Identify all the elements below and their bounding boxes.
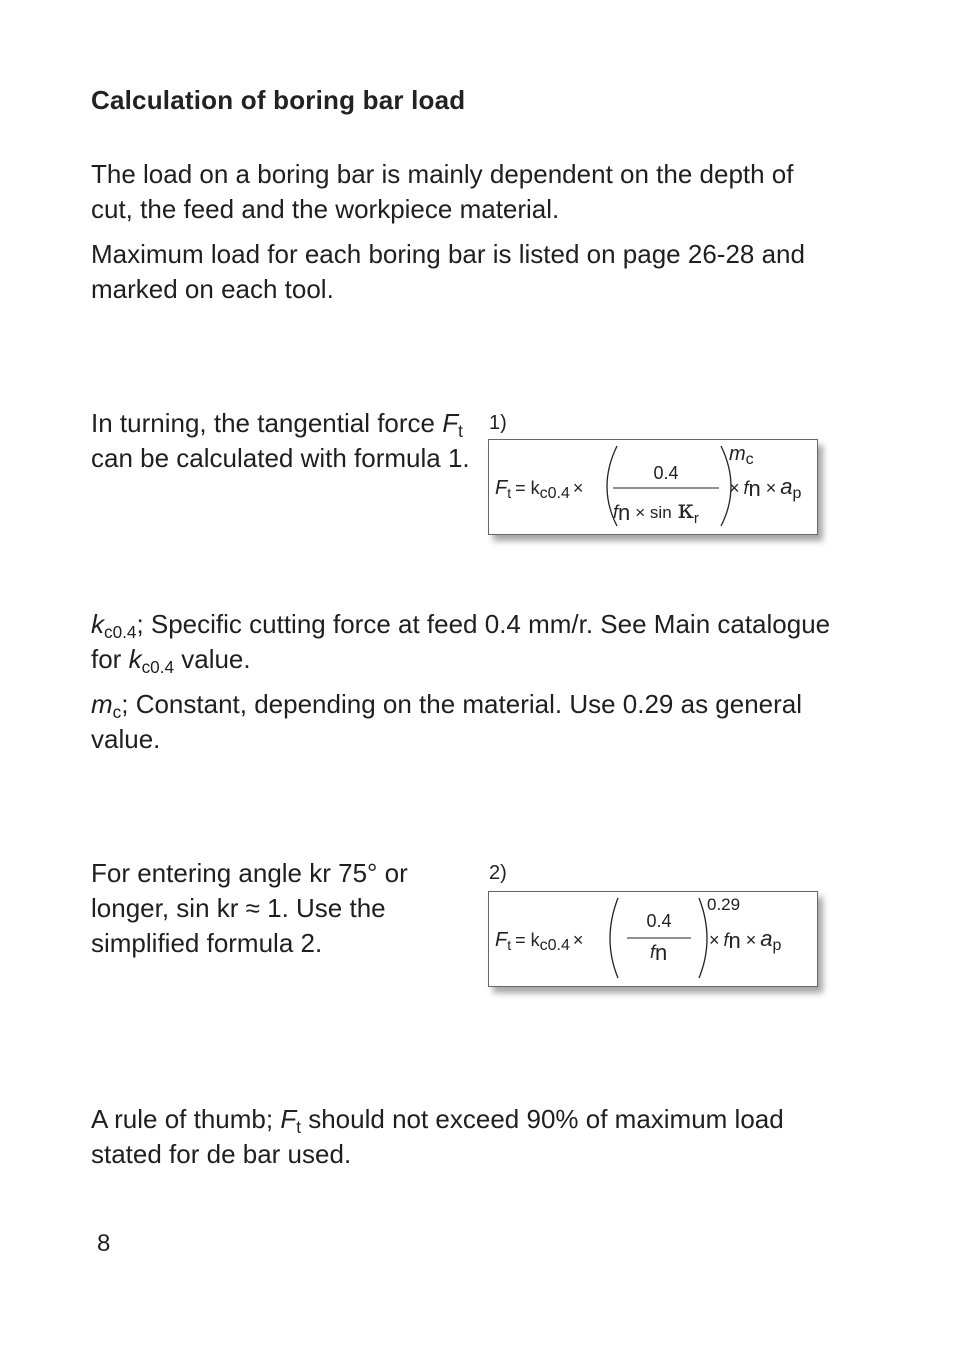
- turning-paragraph: [91, 406, 471, 476]
- f1-exp-m: m: [729, 443, 746, 465]
- f1-lhs: F: [495, 477, 508, 499]
- f1-tail-times-1: ×: [729, 478, 740, 498]
- f1-kappa: κ: [677, 495, 694, 525]
- page-number: 8: [97, 1230, 111, 1257]
- rule-text-post: should not exceed 90% of maximum load stated for de bar used.: [91, 1104, 784, 1169]
- f1-numerator: 0.4: [653, 463, 679, 483]
- f1-exp-sub: c: [745, 451, 754, 468]
- f2-tail-p: p: [772, 937, 782, 954]
- svg-text:×fn×ap: [709, 926, 782, 954]
- rule-force-symbol: F: [280, 1104, 297, 1134]
- f2-eq-k: = k: [515, 930, 540, 950]
- formula-2-box: [488, 891, 818, 987]
- formula-1-box: [488, 439, 818, 535]
- f2-tail-times-1: ×: [709, 930, 720, 950]
- svg-text:Ft= kc0.4×: [495, 929, 583, 954]
- mc-symbol: m: [91, 689, 113, 719]
- turning-text-post: can be calculated with formula 1.: [91, 443, 470, 473]
- force-subscript: t: [458, 421, 463, 442]
- kc-definition: [91, 607, 831, 677]
- page-title: Calculation of boring bar load: [91, 85, 466, 115]
- f2-tail-f: f: [723, 930, 729, 950]
- intro-paragraph-1: The load on a boring bar is mainly dependent on the depth of cut, the feed and the workpiece material.: [91, 159, 794, 224]
- formula-1-label: 1): [489, 412, 507, 434]
- kc-symbol-2: k: [128, 644, 142, 674]
- f1-kappa-sub: r: [693, 510, 699, 527]
- svg-text:fn: [650, 940, 667, 965]
- formula-2-label: 2): [489, 862, 507, 884]
- kc-subscript-2: c0.4: [141, 657, 175, 678]
- f2-tail-n: n: [728, 928, 741, 953]
- entering-angle-paragraph: For entering angle kr 75° or longer, sin kr ≈ 1. Use the simplified formula 2.: [91, 858, 408, 958]
- rule-text-pre: A rule of thumb;: [91, 1104, 281, 1134]
- force-symbol: F: [442, 408, 459, 438]
- rule-force-subscript: t: [296, 1117, 301, 1138]
- f2-lhs-sub: t: [507, 937, 512, 953]
- rule-of-thumb-paragraph: [91, 1102, 831, 1172]
- f1-tail-times-2: ×: [765, 478, 777, 498]
- f2-numerator: 0.4: [646, 911, 672, 931]
- f2-exponent: 0.29: [707, 895, 741, 914]
- f1-tail-n: n: [748, 476, 761, 501]
- f2-k-sub: c0.4: [539, 937, 570, 954]
- f1-den-f: f: [613, 502, 619, 522]
- f2-den-n: n: [655, 940, 668, 965]
- svg-text:mc: [729, 443, 754, 468]
- f2-den-f: f: [650, 942, 656, 962]
- mc-definition: [91, 687, 831, 757]
- kc-text-1: ; Specific cutting force at feed 0.4 mm/r. See Main catalogue for: [91, 609, 831, 674]
- turning-text-pre: In turning, the tangential force: [91, 408, 443, 438]
- f1-lhs-sub: t: [507, 485, 512, 501]
- f2-tail-times-2: ×: [745, 930, 757, 950]
- svg-text:Ft= kc0.4×: [495, 477, 583, 502]
- intro-paragraph-2: Maximum load for each boring bar is listed on page 26-28 and marked on each tool.: [91, 239, 805, 304]
- f1-eq-k: = k: [515, 478, 540, 498]
- f1-tail-a: a: [780, 474, 793, 499]
- f1-k-sub: c0.4: [539, 485, 570, 502]
- kc-symbol: k: [91, 609, 104, 639]
- f1-tail-p: p: [792, 485, 802, 502]
- f1-tail-f: f: [743, 478, 749, 498]
- f2-times: ×: [572, 930, 584, 950]
- f1-times: ×: [572, 478, 584, 498]
- f2-right-paren: [699, 898, 707, 978]
- f2-left-paren: [610, 898, 618, 978]
- f2-lhs: F: [495, 929, 508, 951]
- kc-text-2: value.: [174, 644, 251, 674]
- kc-subscript: c0.4: [104, 622, 137, 643]
- svg-text:×fn×ap: [729, 474, 802, 502]
- f1-den-n: n: [618, 500, 631, 525]
- svg-text:fn× sinκr: [613, 495, 699, 527]
- mc-text: ; Constant, depending on the material. Use 0.29 as general value.: [91, 689, 803, 754]
- f1-den-sin: × sin: [635, 503, 672, 522]
- formula-2-graphic: [489, 892, 817, 986]
- formula-1-graphic: [489, 440, 817, 534]
- f2-tail-a: a: [760, 926, 773, 951]
- mc-subscript: c: [112, 702, 122, 723]
